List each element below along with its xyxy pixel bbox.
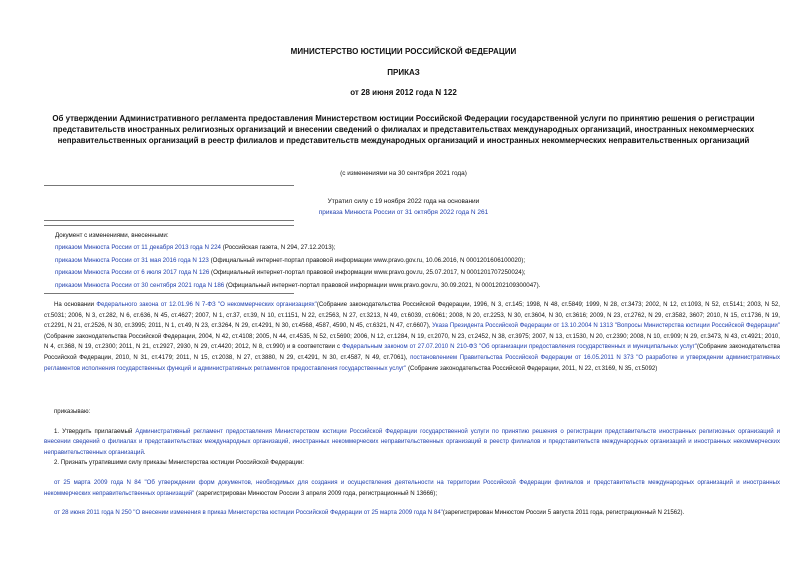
amendments-note: (с изменениями на 30 сентября 2021 года): [340, 170, 467, 177]
date-number-heading: от 28 июня 2012 года N 122: [350, 88, 457, 97]
presidential-decree-link[interactable]: Указа Президента Российской Федерации от 13.10.2004 N 1313 "Вопросы Министерства юстиции Российской Федерации": [432, 322, 780, 330]
divider-line: [44, 220, 294, 221]
list-item: [55, 242, 775, 254]
order-text: 1. Утвердить прилагаемый: [54, 427, 136, 435]
basis-text: (Собрание законодательства Российской Федерации, 1996, N 3, ст.145; 1998, N 48, ст.5849; 1999, N 28, ст.3473; 2002, N 12, ст.1093, N 52, ст.5141; 2003, N 52, ст.5031; 2006, N 3, ст.282, N 6, ст.636, N 45, ст.4627; 2007, N 1, ст.37, ст.39, N 10, ст.1151, N 22, ст.2563, N 27, ст.3213, N 49, ст.6039, ст.6061; 2008, N 20, ст.2253, N 30, ст.3604, N 30, ст.3616; 2009, N 23, ст.2762, N 29, ст.3582, 3607; 2010, N 15, ст.1736, N 19, ст.2291, N 21, ст.2526, N 30, ст.3995; 2011, N 1, ст.49, N 23, ст.3264, N 29, ст.4291, N 30, ст.4568, 4587, 4590, N 45, ст.6321, N 47, ст.6607),: [44, 301, 780, 330]
federal-law-210-link[interactable]: Федеральным законом от 27.07.2010 N 210-ФЗ "Об организации предоставления государственных и муниципальных услуг": [342, 343, 697, 351]
ministry-heading: МИНИСТЕРСТВО ЮСТИЦИИ РОССИЙСКОЙ ФЕДЕРАЦИИ: [290, 47, 517, 56]
list-item: [55, 280, 775, 292]
change-details: (Официальный интернет-портал правовой информации www.pravo.gov.ru, 30.09.2021, N 0001202109300047).: [224, 281, 541, 289]
list-item: [55, 255, 775, 267]
title-prefix: Об утверждении: [52, 114, 120, 123]
change-details: (Российская газета, N 294, 27.12.2013);: [220, 244, 336, 252]
orders-section: [44, 407, 780, 519]
lost-force-text: Утратил силу с 19 ноября 2022 года на основании: [327, 198, 480, 205]
document-title: [28, 113, 779, 146]
list-item: [55, 267, 775, 279]
divider-line: [44, 185, 294, 186]
lost-force-block: [0, 196, 807, 218]
title-body: Административного регламента предоставления Министерством юстиции Российской Федерации государственной услуги по принятию решения о регистрации представительств иностранных религиозных организаций и внесении сведений о филиалах и представительствах международных организаций, иностранных некоммерческих неправительственных организаций в реестр филиалов и представительств международных организаций и иностранных некоммерческих неправительственных организаций: [53, 114, 755, 145]
repealed-order-a: [44, 478, 780, 499]
changes-intro: Документ с изменениями, внесенными:: [55, 232, 169, 239]
change-link[interactable]: приказом Минюста России от 31 мая 2016 года N 123: [55, 256, 209, 264]
government-resolution-link[interactable]: постановлением Правительства Российской Федерации от 16.05.2011 N 373 "О разработке и утверждении административных регламентов исполнения государственных функций и административных регламентов предоставления государственных услуг": [44, 353, 780, 372]
prikazyvayu-label: приказываю:: [54, 408, 91, 415]
order-item-1: [44, 427, 780, 459]
basis-paragraph: [44, 300, 780, 374]
doc-type-heading: ПРИКАЗ: [387, 68, 420, 77]
order-text: .: [143, 448, 146, 456]
basis-text: (Собрание законодательства Российской Федерации, 2004, N 42, ст.4108; 2005, N 44, ст.4535, N 52, ст.5690; 2006, N 12, ст.1284, N 19, ст.2070, N 23, ст.2452, N 38, ст.3975; 2007, N 13, ст.1530, N 20, ст.2390; 2008, N 10, ст.909; N 29, ст.3473, N 43, ст.4921; 2010, N 4, ст.368, N 19, ст.2300; 2011, N 21, ст.2927, 2930, N 29, ст.4420; 2012, N 8, ст.990) и в соответствии с: [44, 332, 780, 351]
basis-text: На основании: [54, 301, 97, 308]
divider-line: [44, 225, 294, 226]
change-details: (Официальный интернет-портал правовой информации www.pravo.gov.ru, 10.06.2016, N 0001201606100020);: [208, 256, 526, 264]
change-link[interactable]: приказом Минюста России от 11 декабря 2013 года N 224: [55, 244, 221, 252]
lost-force-basis-link[interactable]: приказа Минюста России от 31 октября 2022 года N 261: [318, 209, 489, 216]
change-link[interactable]: приказом Минюста России от 6 июля 2017 года N 126: [55, 269, 210, 277]
order-item-2: 2. Признать утратившими силу приказы Министерства юстиции Российской Федерации:: [54, 459, 304, 467]
order-text: (зарегистрирован Минюстом России 3 апреля 2009 года, регистрационный N 13666);: [194, 489, 438, 497]
changes-list: [55, 230, 775, 292]
basis-text: (Собрание законодательства Российской Федерации, 2011, N 22, ст.3169, N 35, ст.5092): [406, 364, 658, 372]
federal-law-link[interactable]: Федерального закона от 12.01.96 N 7-ФЗ "О некоммерческих организациях": [96, 301, 317, 308]
repealed-order-link[interactable]: от 25 марта 2009 года N 84 "Об утверждении форм документов, необходимых для создания и осуществления деятельности на территории Российской Федерации филиалов и представительств международных организаций и иностранных некоммерческих неправительственных организаций": [44, 478, 780, 497]
repealed-order-b: [44, 508, 780, 519]
basis-text: (Собрание законодательства Российской Федерации, 2010, N 31, ст.4179; 2011, N 15, ст.2038, N 27, ст.3880, N 29, ст.4291, N 30, ст.4587, N 49, ст.7061),: [44, 343, 781, 361]
repealed-order-link[interactable]: от 28 июня 2011 года N 250 "О внесении изменения в приказ Министерства юстиции Российской Федерации от 25 марта 2009 года N 84": [54, 509, 443, 517]
order-text: (зарегистрирован Минюстом России 5 августа 2011 года, регистрационный N 21562).: [442, 509, 685, 517]
regulation-link[interactable]: Административный регламент предоставления Министерством юстиции Российской Федерации государственной услуги по принятию решения о регистрации представительств иностранных религиозных организаций и внесении сведений о филиалах и представительствах международных организаций, иностранных некоммерческих неправительственных организаций в реестр филиалов и представительств международных организаций и иностранных некоммерческих неправительственных организаций: [44, 427, 780, 456]
change-details: (Официальный интернет-портал правовой информации www.pravo.gov.ru, 25.07.2017, N 0001201707250024);: [209, 269, 526, 277]
divider-line: [44, 293, 294, 294]
change-link[interactable]: приказом Минюста России от 30 сентября 2021 года N 186: [55, 281, 225, 289]
